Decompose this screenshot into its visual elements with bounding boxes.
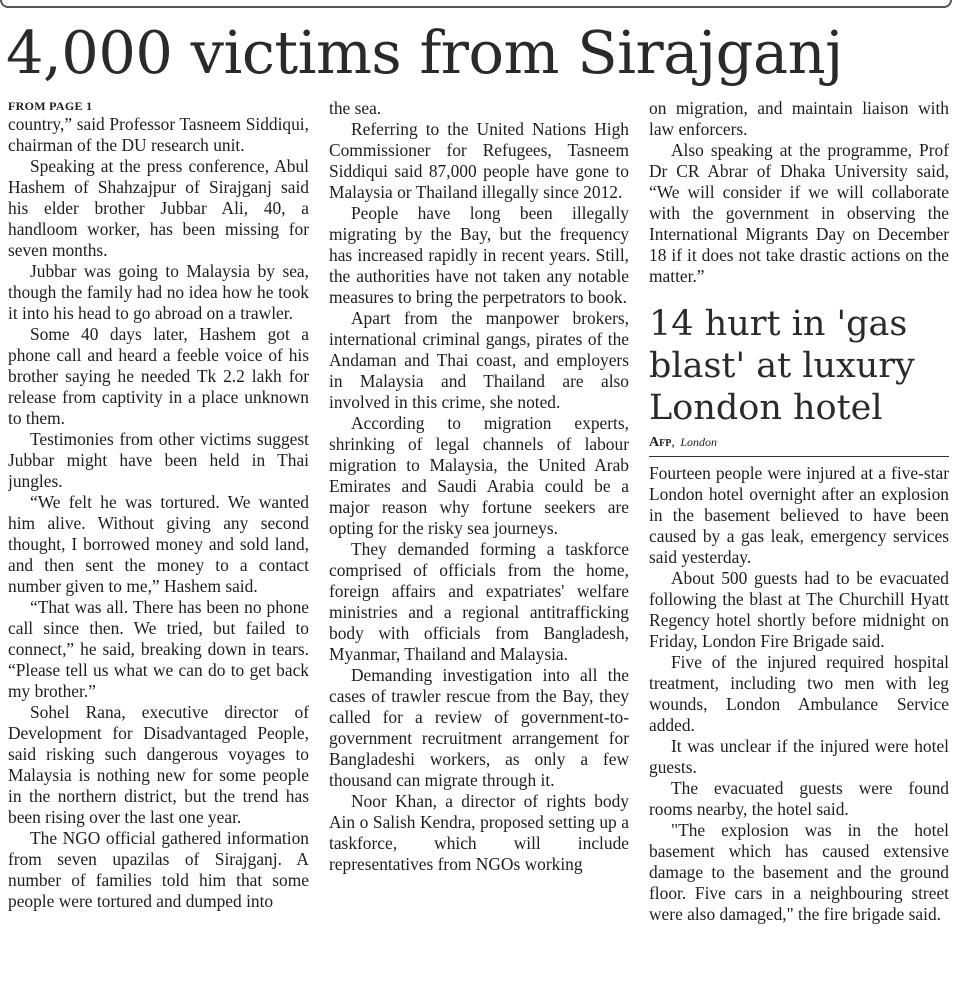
paragraph: “We felt he was tortured. We wanted him alive. Without giving any second thought, I borrowed money and sold land, and then sent the money to a contact number given to me,” Hashem said.	[8, 492, 309, 596]
paragraph: the sea.	[329, 98, 382, 118]
byline-place: London	[680, 435, 718, 449]
paragraph: Also speaking at the programme, Prof Dr CR Abrar of Dhaka University said, “We will consider if we will collaborate with the government in observing the International Migrants Day on December 18 if it does not take drastic actions on the matter.”	[649, 140, 949, 286]
main-headline: 4,000 victims from Sirajganj	[6, 18, 843, 87]
paragraph: Sohel Rana, executive director of Development for Disadvantaged People, said risking such dangerous voyages to Malaysia is nothing new for some people in the northern district, but the trend has been rising over the last one year.	[8, 702, 309, 827]
paragraph: on migration, and maintain liaison with law enforcers.	[649, 98, 949, 139]
paragraph: Speaking at the press conference, Abul Hashem of Shahzajpur of Sirajganj said his elder brother Jubbar Ali, 40, a handloom worker, has been missing for seven months.	[8, 156, 309, 260]
article-column-3	[649, 98, 949, 989]
paragraph: Testimonies from other victims suggest Jubbar might have been held in Thai jungles.	[8, 429, 309, 491]
article-column-1	[8, 98, 309, 989]
paragraph: Noor Khan, a director of rights body Ain o Salish Kendra, proposed setting up a taskforce, which will include representatives from NGOs working	[329, 791, 629, 874]
page-top-frame	[0, 0, 952, 8]
paragraph: Demanding investigation into all the cases of trawler rescue from the Bay, they called for a review of government-to-government recruitment arrangement for Bangladeshi workers, as only a few thousand can migrate through it.	[329, 665, 629, 790]
byline: Afp, London	[649, 433, 949, 457]
paragraph: “That was all. There has been no phone call since then. We tried, but failed to connect,” he said, breaking down in tears. “Please tell us what we can do to get back my brother.”	[8, 597, 309, 701]
paragraph: Fourteen people were injured at a five-star London hotel overnight after an explosion in the basement believed to have been caused by a gas leak, emergency services said yesterday.	[649, 463, 949, 567]
secondary-headline: 14 hurt in 'gas blast' at luxury London hotel	[649, 304, 915, 428]
byline-agency: Afp	[649, 435, 672, 450]
paragraph: Five of the injured required hospital treatment, including two men with leg wounds, London Ambulance Service added.	[649, 652, 949, 735]
paragraph: Apart from the manpower brokers, international criminal gangs, pirates of the Andaman and Thai coast, and employers in Malaysia and Thailand are also involved in this crime, she noted.	[329, 308, 629, 412]
paragraph: "The explosion was in the hotel basement which has caused extensive damage to the basement and the ground floor. Five cars in a neighbouring street were also damaged," the fire brigade said.	[649, 820, 949, 924]
article-column-2	[329, 98, 629, 989]
paragraph: Jubbar was going to Malaysia by sea, though the family had no idea how he took it into his head to go abroad on a trawler.	[8, 261, 309, 323]
paragraph: People have long been illegally migrating by the Bay, but the frequency has increased rapidly in recent years. Still, the authorities have not taken any notable measures to bring the perpetrators to book.	[329, 203, 629, 307]
paragraph: According to migration experts, shrinking of legal channels of labour migration to Malaysia, the United Arab Emirates and Saudi Arabia could be a major reason why fortune seekers are opting for the risky sea journeys.	[329, 413, 629, 538]
paragraph: Some 40 days later, Hashem got a phone call and heard a feeble voice of his brother saying he needed Tk 2.2 lakh for release from captivity in a place unknown to them.	[8, 324, 309, 428]
continued-from-label: FROM PAGE 1	[8, 99, 93, 113]
paragraph: It was unclear if the injured were hotel guests.	[649, 736, 949, 777]
paragraph: Referring to the United Nations High Commissioner for Refugees, Tasneem Siddiqui said 87,000 people have gone to Malaysia or Thailand illegally since 2012.	[329, 119, 629, 202]
paragraph: country,” said Professor Tasneem Siddiqui, chairman of the DU research unit.	[8, 114, 309, 155]
paragraph: The NGO official gathered information from seven upazilas of Sirajganj. A number of families told him that some people were tortured and dumped into	[8, 828, 309, 911]
paragraph: The evacuated guests were found rooms nearby, the hotel said.	[649, 778, 949, 819]
paragraph: They demanded forming a taskforce comprised of officials from the home, foreign affairs and expatriates' welfare ministries and a regional antitrafficking body with officials from Bangladesh, Myanmar, Thailand and Malaysia.	[329, 539, 629, 664]
paragraph: About 500 guests had to be evacuated following the blast at The Churchill Hyatt Regency hotel shortly before midnight on Friday, London Fire Brigade said.	[649, 568, 949, 651]
